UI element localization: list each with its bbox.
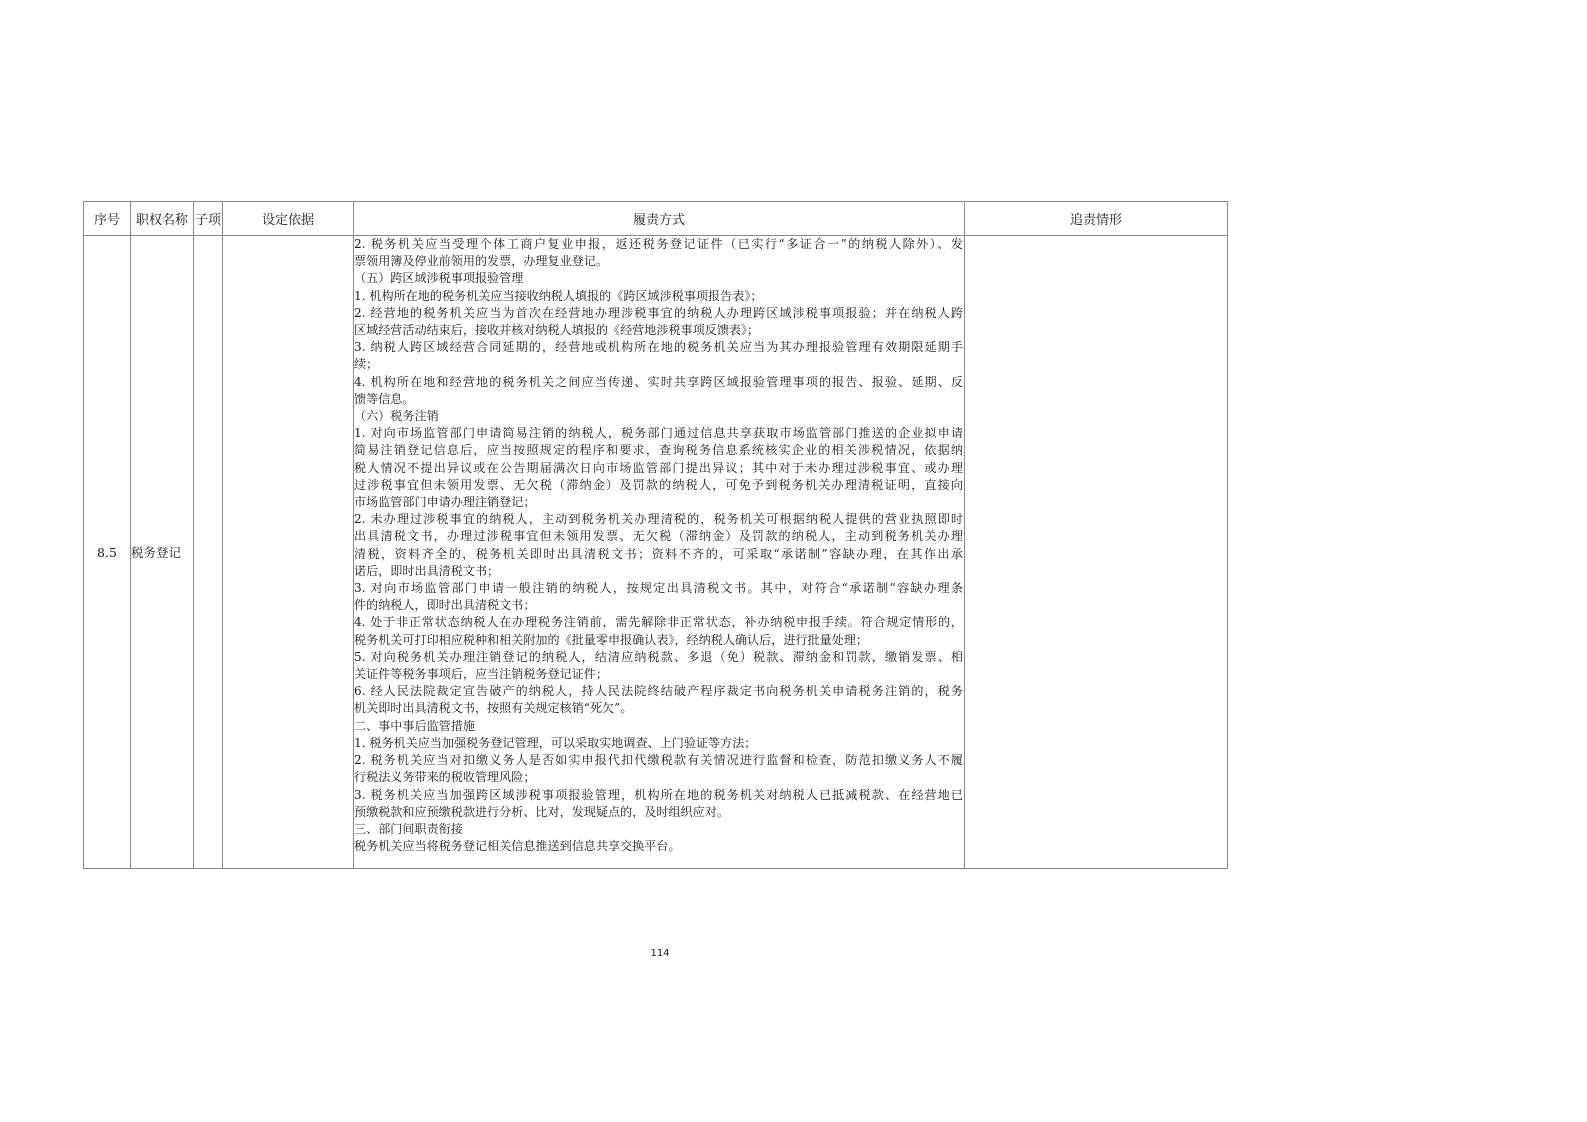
powers-table	[83, 201, 1228, 869]
duty-method-line: 3. 纳税人跨区域经营合同延期的，经营地或机构所在地的税务机关应当为其办理报验管理有效期限延期手	[354, 340, 963, 355]
power-name-cell: 税务登记	[131, 236, 194, 869]
duty-method-line: 机关即时出具清税文书，按照有关规定核销“死欠”。	[354, 701, 633, 716]
duty-method-line: 区域经营活动结束后，接收并核对纳税人填报的《经营地涉税事项反馈表》；	[354, 323, 760, 338]
duty-method-line: 票领用簿及停业前领用的发票，办理复业登记。	[354, 254, 608, 269]
header-accountability: 追责情形	[965, 202, 1228, 236]
duty-method-line: 4. 机构所在地和经营地的税务机关之间应当传递、实时共享跨区域报验管理事项的报告、报验、延期、反	[354, 374, 963, 389]
sub-item-cell	[194, 236, 223, 869]
table-row	[84, 236, 1228, 869]
duty-method-line: （五）跨区域涉税事项报验管理	[354, 271, 524, 286]
accountability-cell	[965, 236, 1228, 869]
duty-method-line: 件的纳税人，即时出具清税文书；	[354, 598, 536, 613]
duty-method-line: 2. 税务机关应当对扣缴义务人是否如实申报代扣代缴税款有关情况进行监督和检查，防范扣缴义务人不履	[354, 753, 963, 768]
duty-method-line: 1. 对向市场监管部门申请简易注销的纳税人，税务部门通过信息共享获取市场监管部门推送的企业拟申请	[354, 426, 963, 441]
duty-method-line: 出具清税文书，办理过涉税事宜但未领用发票、无欠税（滞纳金）及罚款的纳税人，主动到税务机关办理	[354, 529, 963, 544]
duty-method-line: 续；	[354, 357, 379, 372]
duty-method-line: 2. 经营地的税务机关应当为首次在经营地办理涉税事宜的纳税人办理跨区域涉税事项报验；并在纳税人跨	[354, 305, 963, 320]
duty-method-line: 清税，资料齐全的，税务机关即时出具清税文书；资料不齐的，可采取“承诺制”容缺办理，在其作出承	[354, 546, 963, 561]
duty-method-line: 6. 经人民法院裁定宣告破产的纳税人，持人民法院终结破产程序裁定书向税务机关申请税务注销的，税务	[354, 684, 963, 699]
duty-method-line: 3. 对向市场监管部门申请一般注销的纳税人，按规定出具清税文书。其中，对符合“承诺制”容缺办理条	[354, 581, 963, 596]
page-number: 114	[650, 948, 670, 959]
duty-method-line: （六）税务注销	[354, 409, 439, 424]
duty-method-line: 4. 处于非正常状态纳税人在办理税务注销前，需先解除非正常状态，补办纳税申报手续。符合规定情形的，	[354, 615, 963, 630]
duty-method-line: 税人情况不提出异议或在公告期届满次日向市场监管部门提出异议；其中对于未办理过涉税事宜、或办理	[354, 460, 963, 475]
duty-method-line: 税务机关可打印相应税种和相关附加的《批量零申报确认表》，经纳税人确认后，进行批量处理；	[354, 632, 868, 647]
duty-method-line: 过涉税事宜但未领用发票、无欠税（滞纳金）及罚款的纳税人，可免予到税务机关办理清税证明，直接向	[354, 477, 963, 492]
duty-method-line: 行税法义务带来的税收管理风险；	[354, 770, 536, 785]
header-power-name: 职权名称	[131, 202, 194, 236]
duty-method-line: 5. 对向税务机关办理注销登记的纳税人，结清应纳税款、多退（免）税款、滞纳金和罚款，缴销发票、相	[354, 649, 963, 664]
duty-method-line: 诺后，即时出具清税文书；	[354, 563, 500, 578]
duty-method-line: 市场监管部门申请办理注销登记；	[354, 495, 536, 510]
serial-no-cell: 8.5	[84, 236, 131, 869]
table-header-row	[84, 202, 1228, 236]
duty-method-line: 2. 未办理过涉税事宜的纳税人，主动到税务机关办理清税的，税务机关可根据纳税人提供的营业执照即时	[354, 512, 963, 527]
header-duty-method: 履责方式	[354, 202, 965, 236]
duty-method-line: 馈等信息。	[354, 391, 415, 406]
duty-method-line: 3. 税务机关应当加强跨区域涉税事项报验管理，机构所在地的税务机关对纳税人已抵减税款、在经营地已	[354, 787, 963, 802]
legal-basis-cell	[223, 236, 354, 869]
duty-method-cell	[354, 236, 965, 869]
duty-method-line: 1. 税务机关应当加强税务登记管理，可以采取实地调查、上门验证等方法；	[354, 735, 757, 750]
header-legal-basis: 设定依据	[223, 202, 354, 236]
duty-method-line: 税务机关应当将税务登记相关信息推送到信息共享交换平台。	[354, 839, 681, 854]
duty-method-line: 2. 税务机关应当受理个体工商户复业申报，返还税务登记证件（已实行“多证合一”的纳税人除外）、发	[354, 237, 963, 251]
duty-method-line: 关证件等税务事项后，应当注销税务登记证件；	[354, 667, 608, 682]
header-sub-item: 子项	[194, 202, 223, 236]
duty-method-line: 三、部门间职责衔接	[354, 821, 463, 836]
duty-method-line: 预缴税款和应预缴税款进行分析、比对，发现疑点的，及时组织应对。	[354, 804, 729, 819]
header-serial-no: 序号	[84, 202, 131, 236]
duty-method-line: 二、事中事后监管措施	[354, 718, 475, 733]
duty-method-line: 简易注销登记信息后，应当按照规定的程序和要求，查询税务信息系统核实企业的相关涉税情况，依据纳	[354, 443, 963, 458]
duty-method-line: 1. 机构所在地的税务机关应当接收纳税人填报的《跨区域涉税事项报告表》；	[354, 288, 763, 303]
